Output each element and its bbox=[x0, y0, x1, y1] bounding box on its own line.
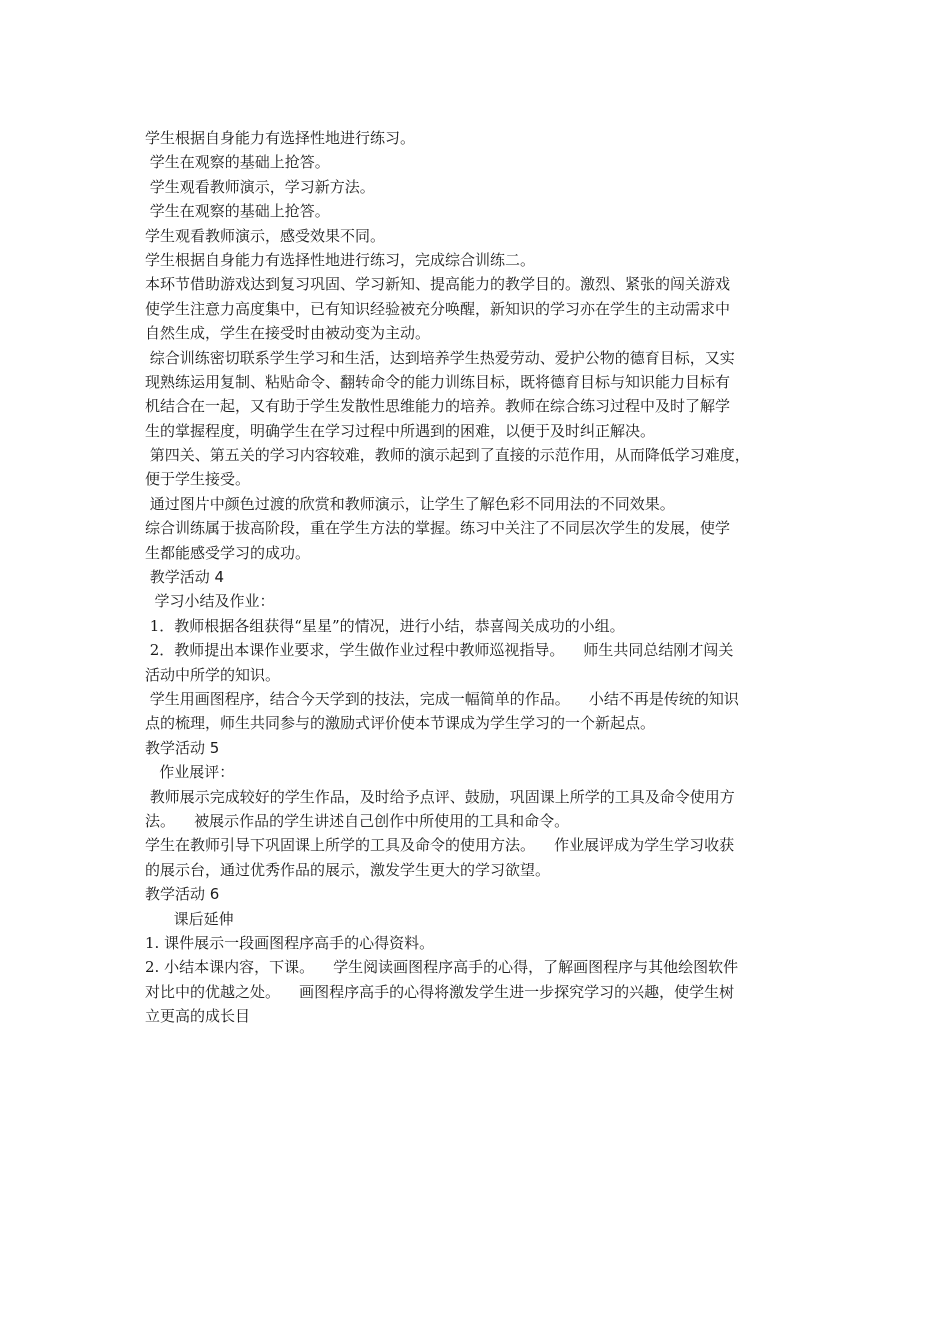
text-line: 使学生注意力高度集中，已有知识经验被充分唤醒，新知识的学习亦在学生的主动需求中 bbox=[145, 299, 731, 318]
text-line: 便于学生接受。 bbox=[145, 470, 251, 489]
text-line: 立更高的成长目 bbox=[145, 1007, 251, 1026]
text-line: 对比中的优越之处。 画图程序高手的心得将激发学生进一步探究学习的兴趣，使学生树 bbox=[145, 982, 735, 1001]
text-line: 2. 小结本课内容，下课。 学生阅读画图程序高手的心得，了解画图程序与其他绘图软件 bbox=[145, 958, 739, 977]
text-line: 1．教师根据各组获得“星星”的情况，进行小结，恭喜闯关成功的小组。 bbox=[145, 616, 625, 635]
section-heading: 教学活动 6 bbox=[145, 885, 220, 904]
text-line: 学生根据自身能力有选择性地进行练习，完成综合训练二。 bbox=[145, 250, 536, 269]
text-line: 学习小结及作业： bbox=[145, 592, 275, 611]
text-line: 生的掌握程度，明确学生在学习过程中所遇到的困难，以便于及时纠正解决。 bbox=[145, 421, 656, 440]
text-line: 通过图片中颜色过渡的欣赏和教师演示，让学生了解色彩不同用法的不同效果。 bbox=[145, 494, 675, 513]
text-line: 学生在教师引导下巩固课上所学的工具及命令的使用方法。 作业展评成为学生学习收获 bbox=[145, 836, 735, 855]
text-line: 学生在观察的基础上抢答。 bbox=[145, 153, 330, 172]
text-line: 活动中所学的知识。 bbox=[145, 665, 281, 684]
text-line: 学生在观察的基础上抢答。 bbox=[145, 202, 330, 221]
text-line: 点的梳理，师生共同参与的激励式评价使本节课成为学生学习的一个新起点。 bbox=[145, 714, 656, 733]
text-line: 学生观看教师演示，学习新方法。 bbox=[145, 177, 375, 196]
text-line: 教师展示完成较好的学生作品，及时给予点评、鼓励，巩固课上所学的工具及命令使用方 bbox=[145, 787, 735, 806]
text-line: 现熟练运用复制、粘贴命令、翻转命令的能力训练目标，既将德育目标与知识能力目标有 bbox=[145, 372, 731, 391]
text-line: 自然生成，学生在接受时由被动变为主动。 bbox=[145, 324, 431, 343]
text-line: 第四关、第五关的学习内容较难，教师的演示起到了直接的示范作用，从而降低学习难度， bbox=[145, 446, 750, 465]
text-line: 1. 课件展示一段画图程序高手的心得资料。 bbox=[145, 933, 435, 952]
text-line: 综合训练属于拔高阶段，重在学生方法的掌握。练习中关注了不同层次学生的发展，使学 bbox=[145, 519, 731, 538]
document-page bbox=[145, 126, 815, 1028]
text-line: 法。 被展示作品的学生讲述自己创作中所使用的工具和命令。 bbox=[145, 811, 570, 830]
text-line: 本环节借助游戏达到复习巩固、学习新知、提高能力的教学目的。激烈、紧张的闯关游戏 bbox=[145, 275, 731, 294]
text-line: 机结合在一起，又有助于学生发散性思维能力的培养。教师在综合练习过程中及时了解学 bbox=[145, 397, 731, 416]
text-line: 的展示台，通过优秀作品的展示，激发学生更大的学习欲望。 bbox=[145, 860, 551, 879]
text-line: 学生根据自身能力有选择性地进行练习。 bbox=[145, 129, 416, 147]
text-line: 学生用画图程序，结合今天学到的技法，完成一幅简单的作品。 小结不再是传统的知识 bbox=[145, 689, 739, 708]
text-line: 作业展评： bbox=[145, 763, 235, 782]
text-line: 2．教师提出本课作业要求，学生做作业过程中教师巡视指导。 师生共同总结刚才闯关 bbox=[145, 641, 734, 660]
text-line: 生都能感受学习的成功。 bbox=[145, 543, 311, 562]
section-heading: 教学活动 5 bbox=[145, 738, 220, 757]
text-line: 综合训练密切联系学生学习和生活，达到培养学生热爱劳动、爱护公物的德育目标，又实 bbox=[145, 348, 735, 367]
text-line: 课后延伸 bbox=[145, 909, 234, 928]
section-heading: 教学活动 4 bbox=[145, 568, 225, 587]
text-line: 学生观看教师演示，感受效果不同。 bbox=[145, 226, 386, 245]
